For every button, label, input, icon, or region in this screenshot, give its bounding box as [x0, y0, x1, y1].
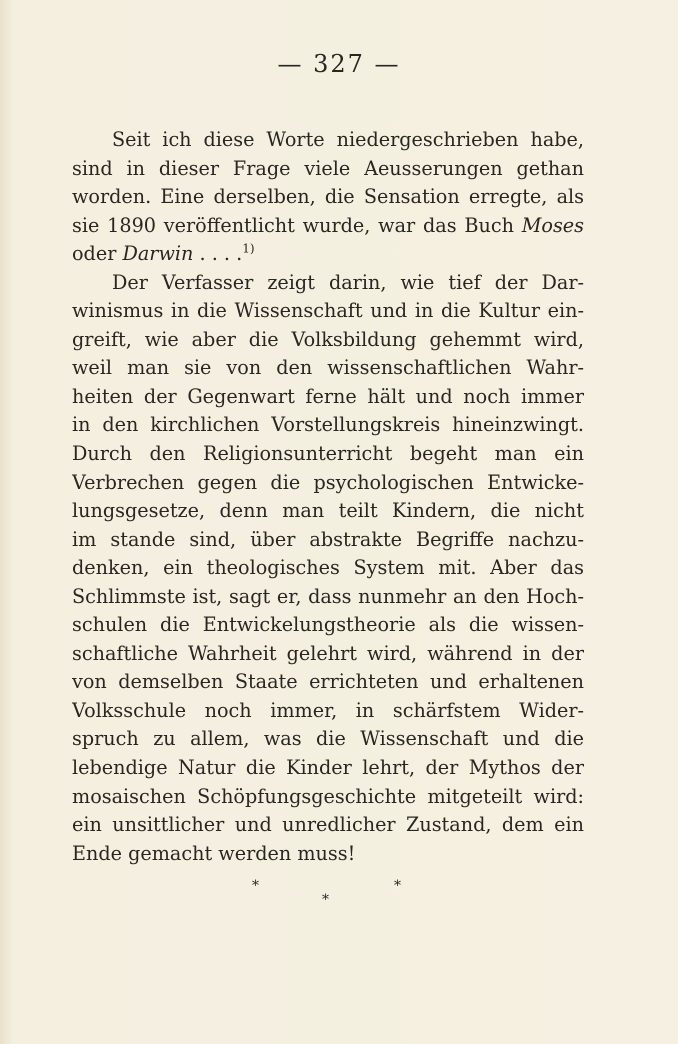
line-text: im stande sind, über abstrakte Begriffe nachzu- [72, 527, 584, 551]
line-text: weil man sie von den wissenschaftlichen Wahr- [72, 356, 584, 380]
line-text: Ende gemacht werden muss! [72, 841, 356, 865]
text-line [72, 840, 584, 869]
text-line [72, 183, 584, 212]
line-text: Volksschule noch immer, in schärfstem Wider- [72, 698, 584, 722]
line-text: lungsgesetze, denn man teilt Kindern, die nicht [72, 499, 584, 523]
text-line [72, 754, 584, 783]
line-text: heiten der Gegenwart ferne hält und noch immer [72, 384, 584, 408]
text-line [72, 611, 584, 640]
line-text: ein unsittlicher und unredlicher Zustand, dem ein [72, 813, 584, 837]
line-text: . . . . [193, 242, 243, 266]
text-line [72, 411, 584, 440]
page-number: — 327 — [277, 50, 401, 78]
text-line [72, 554, 584, 583]
separator-asterisk: * [322, 892, 329, 908]
line-text: von demselben Staate errichteten und erhaltenen [72, 670, 584, 694]
text-line [72, 668, 584, 697]
text-line [72, 469, 584, 498]
line-text: in den kirchlichen Vorstellungskreis hineinzwingt. [72, 413, 584, 437]
text-line [72, 240, 584, 269]
line-text: worden. Eine derselben, die Sensation erregte, als [72, 185, 584, 209]
text-line [72, 126, 584, 155]
line-text: Schlimmste ist, sagt er, dass nunmehr an den Hoch- [72, 584, 584, 608]
text-line [72, 440, 584, 469]
text-line [72, 297, 584, 326]
text-line [72, 811, 584, 840]
text-line [72, 354, 584, 383]
line-text: greift, wie aber die Volksbildung gehemmt wird, [72, 327, 584, 351]
text-line [72, 212, 584, 241]
text-line [72, 640, 584, 669]
italic-title: Moses [521, 213, 584, 237]
line-text: sie 1890 veröffentlicht wurde, war das Buch [72, 213, 522, 237]
text-line [72, 783, 584, 812]
text-line [72, 326, 584, 355]
line-text: Verbrechen gegen die psychologischen Entwicke- [72, 470, 584, 494]
text-line [72, 725, 584, 754]
text-line [72, 526, 584, 555]
text-line [72, 383, 584, 412]
text-line [72, 497, 584, 526]
line-text: Der Verfasser zeigt darin, wie tief der Dar- [112, 270, 584, 294]
line-text: oder [72, 242, 123, 266]
text-line [72, 583, 584, 612]
line-text: spruch zu allem, was die Wissenschaft und die [72, 727, 584, 751]
line-text: schulen die Entwickelungstheorie als die wissen- [72, 613, 584, 637]
line-text: Seit ich diese Worte niedergeschrieben habe, [112, 128, 584, 151]
line-text: lebendige Natur die Kinder lehrt, der Mythos der [72, 756, 584, 780]
line-text: Durch den Religionsunterricht begeht man ein [72, 442, 584, 466]
line-text: winismus in die Wissenschaft und in die Kultur ein- [72, 299, 584, 323]
separator-asterisk: * [394, 878, 401, 894]
body-text [72, 126, 584, 868]
text-line [72, 269, 584, 298]
line-text: schaftliche Wahrheit gelehrt wird, während in der [72, 641, 584, 665]
line-text: sind in dieser Frage viele Aeusserungen gethan [72, 156, 584, 180]
separator-asterisk: * [252, 878, 259, 894]
text-line [72, 697, 584, 726]
line-text: mosaischen Schöpfungsgeschichte mitgeteilt wird: [72, 784, 584, 808]
footnote-marker: 1) [242, 241, 255, 256]
italic-title: Darwin [122, 242, 194, 266]
text-line [72, 155, 584, 184]
section-separator [0, 878, 678, 918]
line-text: denken, ein theologisches System mit. Aber das [72, 556, 584, 580]
